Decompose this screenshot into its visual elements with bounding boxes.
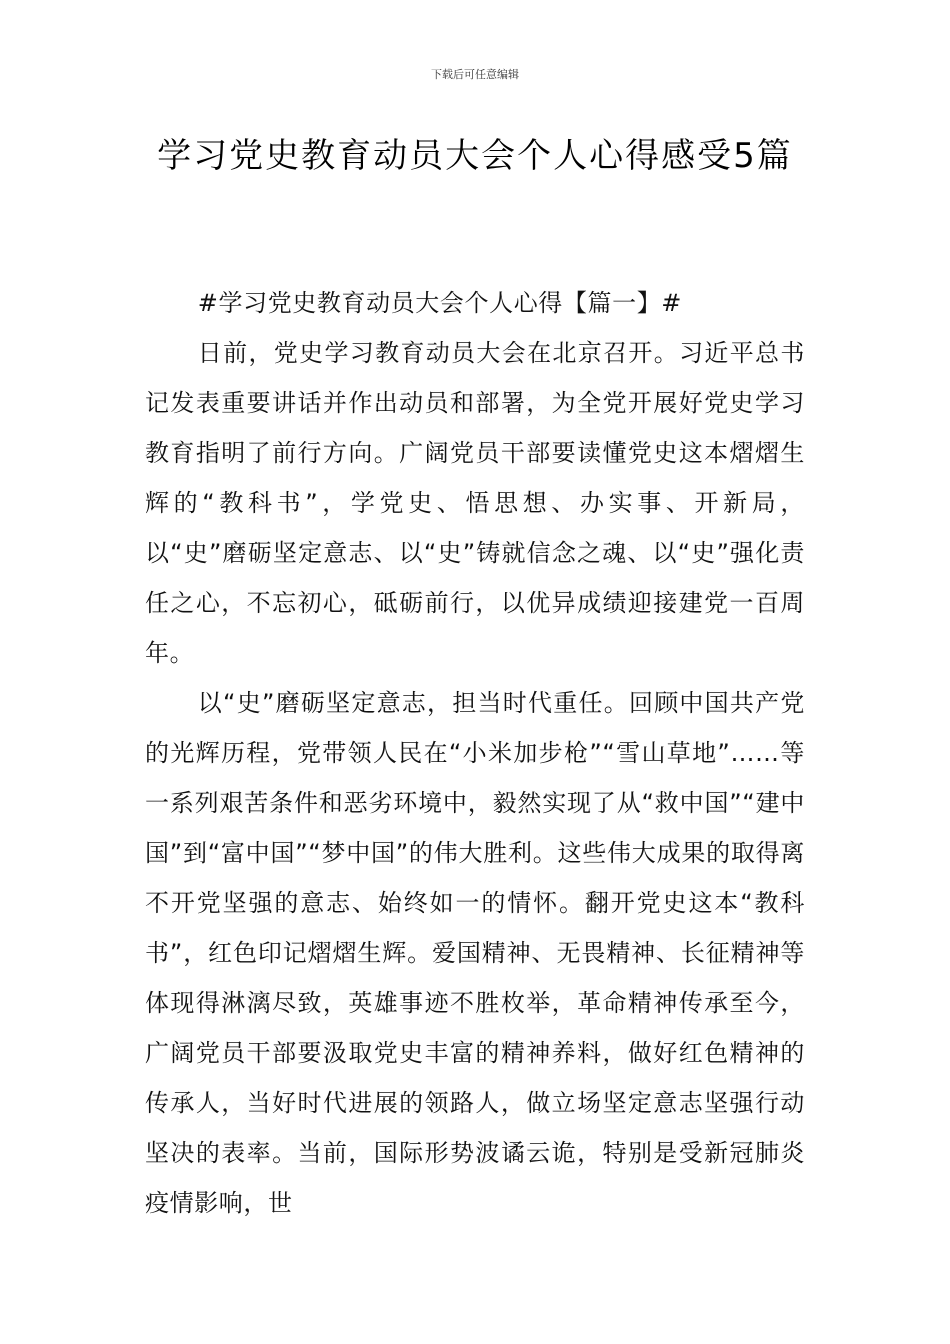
paragraph-1: 日前，党史学习教育动员大会在北京召开。习近平总书记发表重要讲话并作出动员和部署，为全党开展好党史学习教育指明了前行方向。广阔党员干部要读懂党史这本熠熠生辉的“教科书”，学党史、悟思想、办实事、开新局，以“史”磨砺坚定意志、以“史”铸就信念之魂、以“史”强化责任之心，不忘初心，砥砺前行，以优异成绩迎接建党一百周年。 <box>145 339 805 667</box>
document-body <box>145 278 805 1228</box>
paragraph-2: 以“史”磨砺坚定意志，担当时代重任。回顾中国共产党的光辉历程，党带领人民在“小米加步枪”“雪山草地”……等一系列艰苦条件和恶劣环境中，毅然实现了从“救中国”“建中国”到“富中国”“梦中国”的伟大胜利。这些伟大成果的取得离不开党坚强的意志、始终如一的情怀。翻开党史这本“教科书”，红色印记熠熠生辉。爱国精神、无畏精神、长征精神等体现得淋漓尽致，英雄事迹不胜枚举，革命精神传承至今，广阔党员干部要汲取党史丰富的精神养料，做好红色精神的传承人，当好时代进展的领路人，做立场坚定意志坚强行动坚决的表率。当前，国际形势波谲云诡，特别是受新冠肺炎疫情影响，世 <box>145 689 805 1217</box>
document-title: 学习党史教育动员大会个人心得感受5篇 <box>157 136 793 176</box>
header-note: 下载后可任意编辑 <box>431 68 519 81</box>
section-heading: #学习党史教育动员大会个人心得【篇一】# <box>197 289 683 317</box>
